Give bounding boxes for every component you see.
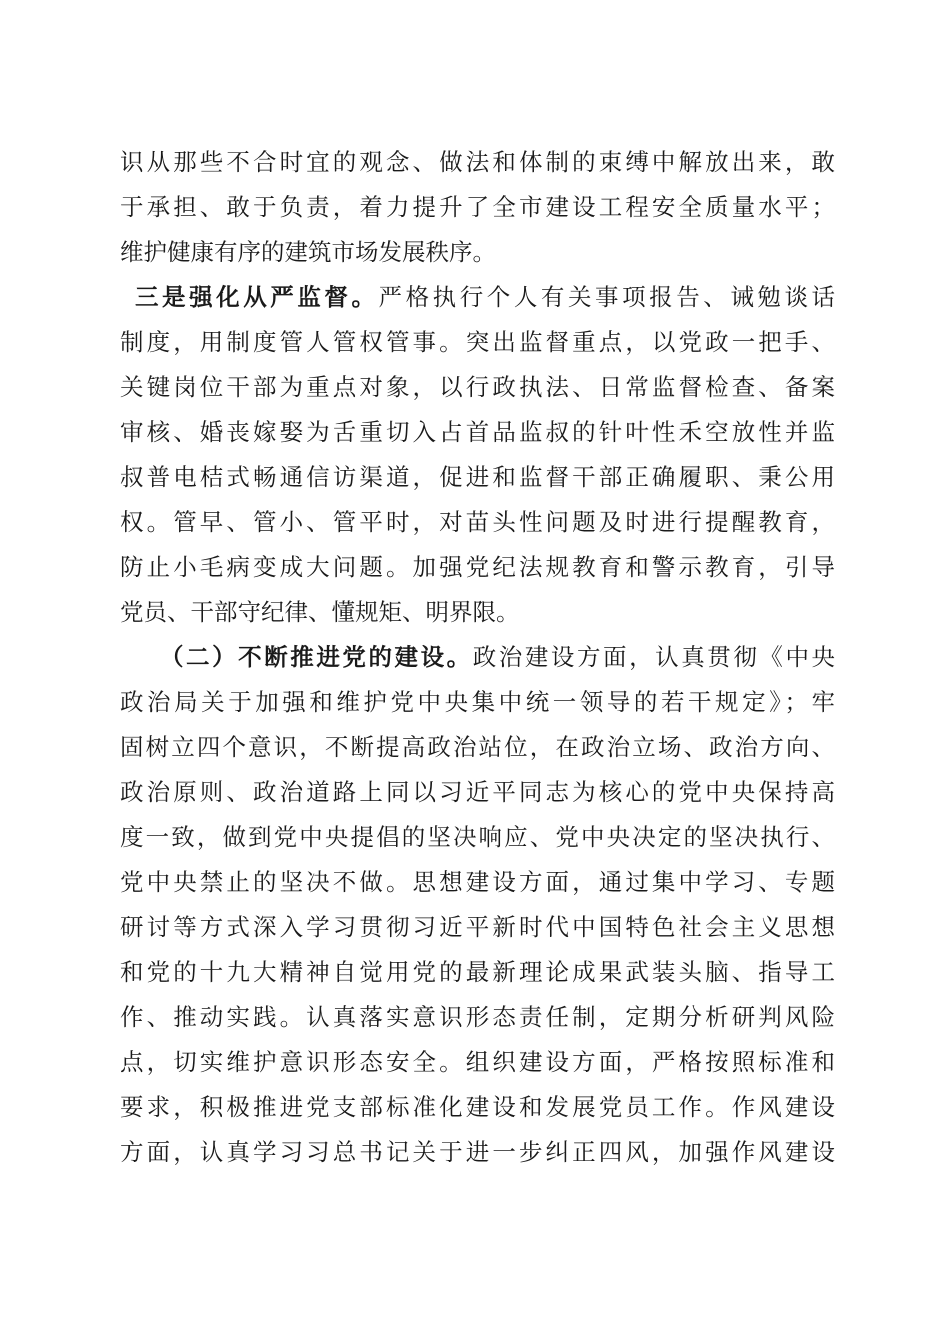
body-text [120,140,835,1175]
paragraph-3-line-3: 固树立四个意识，不断提高政治站位，在政治立场、政治方向、 [120,733,835,761]
paragraph-3-first-line [120,635,835,680]
paragraph-3-line-6: 党中央禁止的坚决不做。思想建设方面，通过集中学习、专题 [120,868,835,896]
paragraph-3-line-9: 作、推动实践。认真落实意识形态责任制，定期分析研判风险 [120,1003,835,1031]
paragraph-3-line-8: 和党的十九大精神自觉用党的最新理论成果武装头脑、指导工 [120,958,835,986]
paragraph-2-heading: 三是强化从严监督。 [135,283,379,311]
paragraph-3-heading: （二）不断推进党的建设。 [160,643,473,671]
paragraph-2-line-4: 审核、婚丧嫁娶为舌重切入占首品监叔的针叶性禾空放性并监 [120,418,835,446]
paragraph-3-line-2: 政治局关于加强和维护党中央集中统一领导的若干规定》；牢 [120,688,835,716]
paragraph-1-line-1: 识从那些不合时宜的观念、做法和体制的束缚中解放出来，敢 [120,148,835,176]
paragraph-2-line-5: 叔普电桔式畅通信访渠道，促进和监督干部正确履职、秉公用 [120,463,835,491]
paragraph-3-line-11: 要求，积极推进党支部标准化建设和发展党员工作。作风建设 [120,1093,835,1121]
paragraph-2-line-7: 防止小毛病变成大问题。加强党纪法规教育和警示教育，引导 [120,553,835,581]
paragraph-3-line-7: 研讨等方式深入学习贯彻习近平新时代中国特色社会主义思想 [120,913,835,941]
paragraph-2-line-6: 权。管早、管小、管平时，对苗头性问题及时进行提醒教育， [120,508,835,536]
paragraph-1-line-2: 于承担、敢于负责，着力提升了全市建设工程安全质量水平； [120,193,835,221]
paragraph-3-line-5: 度一致，做到党中央提倡的坚决响应、党中央决定的坚决执行、 [120,823,835,851]
paragraph-3-first-line-rest: 政治建设方面，认真贯彻《中央 [472,643,836,671]
paragraph-3-line-10: 点，切实维护意识形态安全。组织建设方面，严格按照标准和 [120,1048,835,1076]
paragraph-3-line-4: 政治原则、政治道路上同以习近平同志为核心的党中央保持高 [120,778,835,806]
paragraph-3-line-12: 方面，认真学习习总书记关于进一步纠正四风，加强作风建设 [120,1138,835,1166]
paragraph-1-line-3: 维护健康有序的建筑市场发展秩序。 [120,238,496,266]
paragraph-2-first-line-rest: 严格执行个人有关事项报告、诫勉谈话 [378,283,836,311]
paragraph-2-line-3: 关键岗位干部为重点对象，以行政执法、日常监督检查、备案 [120,373,835,401]
paragraph-2-first-line [120,275,835,320]
paragraph-2-line-8: 党员、干部守纪律、懂规矩、明界限。 [120,598,520,626]
paragraph-2-line-2: 制度，用制度管人管权管事。突出监督重点，以党政一把手、 [120,328,835,356]
